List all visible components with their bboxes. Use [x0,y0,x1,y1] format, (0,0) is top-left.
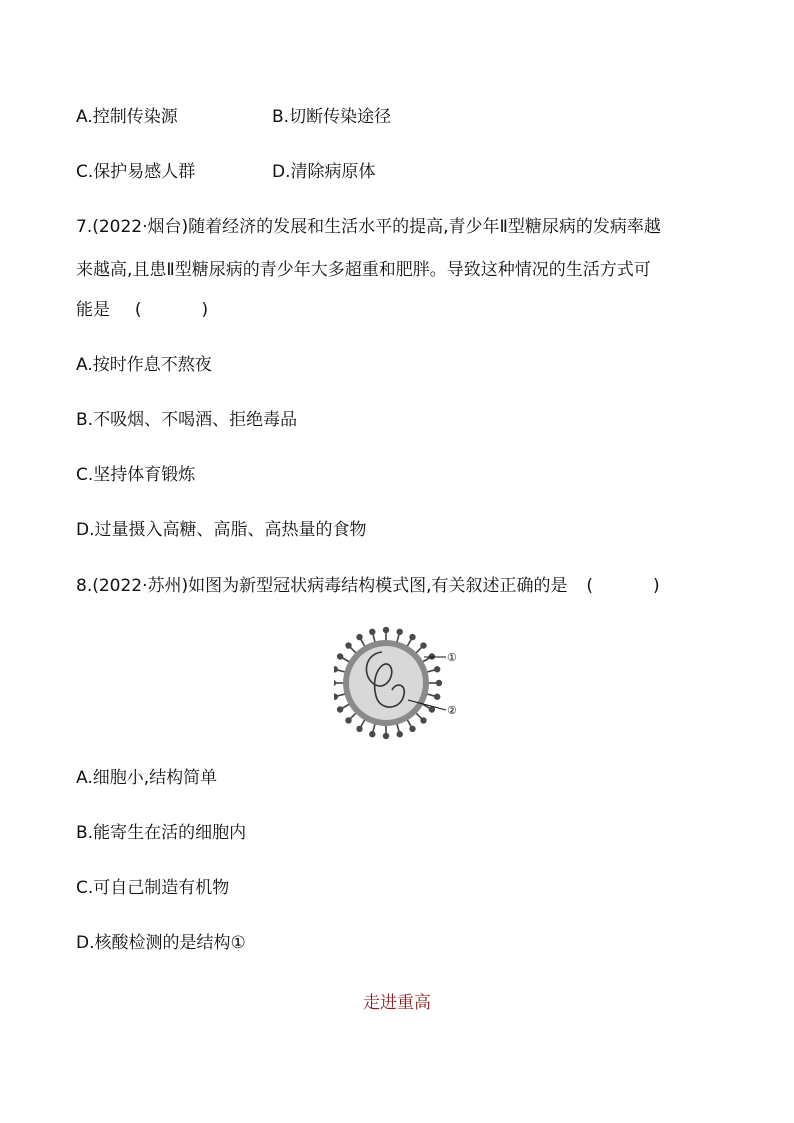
spike-head [345,717,351,723]
spike-head [356,634,362,640]
spike-head [337,706,343,712]
q7-stem-end: 能是 [76,300,110,320]
figure-label-2: ② [447,704,457,717]
spike-head [436,680,442,686]
spike-head [397,731,403,737]
q7-stem-line2: 来越高,且患Ⅱ型糖尿病的青少年大多超重和肥胖。导致这种情况的生活方式可 [76,260,651,280]
q8-option-c: C.可自己制造有机物 [76,878,230,898]
spike-head [409,634,415,640]
spike-head [420,717,426,723]
q6-option-b: B.切断传染途径 [272,107,392,127]
answer-paren-open: ( [134,300,142,320]
coronavirus-diagram [334,624,464,744]
section-heading: 走进重高 [363,993,431,1013]
spike-head [383,733,389,739]
answer-paren-close: ) [201,300,209,320]
q8-option-b: B.能寄生在活的细胞内 [76,823,247,843]
spike-head [334,694,338,700]
q7-option-a: A.按时作息不熬夜 [76,355,212,375]
spike-head [356,726,362,732]
spike-head [337,653,343,659]
q8-option-d: D.核酸检测的是结构① [76,933,246,953]
q7-stem-line1: 7.(2022·烟台)随着经济的发展和生活水平的提高,青少年Ⅱ型糖尿病的发病率越 [76,217,661,237]
spike-head [397,629,403,635]
q6-option-c: C.保护易感人群 [76,162,196,182]
spike-head [334,666,338,672]
q7-option-b: B.不吸烟、不喝酒、拒绝毒品 [76,410,298,430]
answer-paren-close: ) [653,576,660,596]
q6-option-d: D.清除病原体 [272,162,376,182]
q7-stem-line3 [76,300,208,320]
spike-head [420,642,426,648]
q6-option-a: A.控制传染源 [76,107,178,127]
spike-head [434,666,440,672]
spike-head [345,642,351,648]
q7-option-c: C.坚持体育锻炼 [76,465,196,485]
figure-label-1: ① [447,651,457,664]
spike-head [334,680,336,686]
spike-head [434,694,440,700]
spike-head [409,726,415,732]
q8-stem [76,576,660,596]
q7-option-d: D.过量摄入高糖、高脂、高热量的食物 [76,520,367,540]
answer-paren-open: ( [586,576,594,596]
q8-stem-text: 8.(2022·苏州)如图为新型冠状病毒结构模式图,有关叙述正确的是 [76,576,568,596]
q8-option-a: A.细胞小,结构简单 [76,768,218,788]
spike-head [369,629,375,635]
spike-head [369,731,375,737]
spike-head [383,627,389,633]
